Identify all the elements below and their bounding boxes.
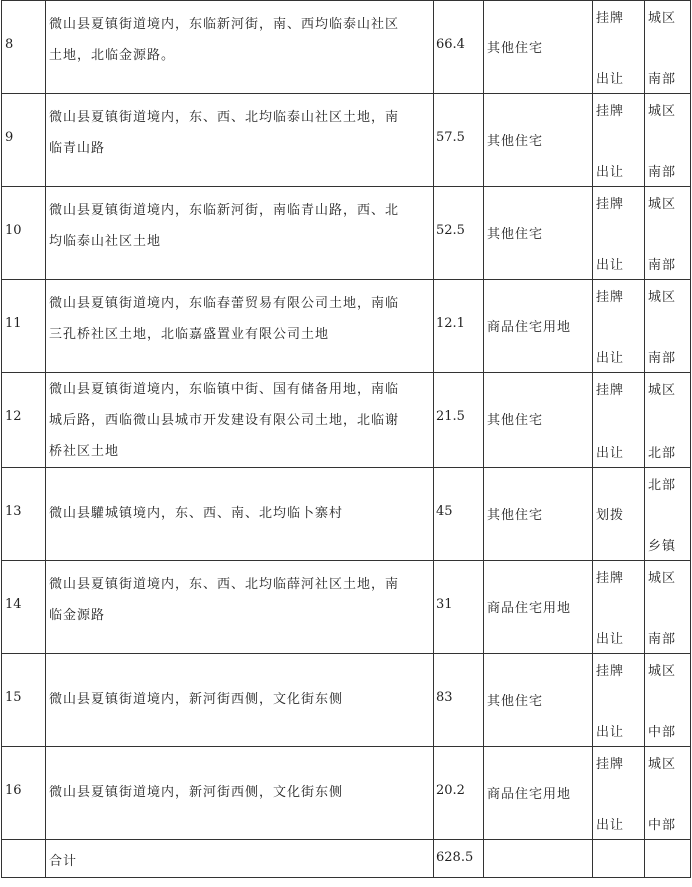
region-top: 城区 [648,383,677,398]
location-line: 微山县夏镇街道境内，东、西、北均临泰山社区土地，南 [49,110,400,125]
region-stack [648,187,688,279]
supply-method-cell [593,94,645,187]
region-cell [645,468,691,561]
region-stack [648,561,688,653]
supply-method-bottom: 出让 [596,446,625,461]
supply-method-text: 划拨 [596,508,625,523]
region-bottom: 南部 [648,632,677,647]
location-line: 微山县夏镇街道境内，东临新河街，南临青山路，西、北 [49,203,400,218]
row-number: 14 [2,561,46,654]
location-cell [46,187,434,280]
area-cell: 31 [434,561,484,654]
supply-method-cell [593,280,645,373]
region-stack [648,94,688,186]
region-cell [645,654,691,747]
supply-method-stack [596,187,636,279]
row-number: 15 [2,654,46,747]
table-row [2,654,691,747]
region-bottom: 中部 [648,818,677,833]
supply-method-stack [596,94,636,186]
supply-method-stack [596,468,636,560]
supply-method-top: 挂牌 [596,757,625,772]
region-top: 城区 [648,757,677,772]
location-cell [46,654,434,747]
area-cell: 52.5 [434,187,484,280]
supply-method-bottom: 出让 [596,351,625,366]
area-cell: 57.5 [434,94,484,187]
region-stack [648,1,688,93]
area-cell: 45 [434,468,484,561]
supply-method-cell [593,654,645,747]
region-bottom: 北部 [648,446,677,461]
land-use-cell: 其他住宅 [484,94,593,187]
location-line: 微山县夏镇街道境内，东临新河街，南、西均临泰山社区 [49,17,400,32]
supply-method-top: 挂牌 [596,664,625,679]
region-stack [648,654,688,746]
location-line: 临金源路 [49,608,106,623]
region-stack [648,747,688,839]
supply-method-top: 挂牌 [596,197,625,212]
region-cell [645,94,691,187]
land-use-cell: 其他住宅 [484,1,593,94]
land-use-cell: 商品住宅用地 [484,747,593,840]
supply-method-top: 挂牌 [596,11,625,26]
supply-method-bottom: 出让 [596,72,625,87]
area-cell: 66.4 [434,1,484,94]
total-method-cell [593,840,645,878]
location-line: 三孔桥社区土地，北临嘉盛置业有限公司土地 [49,327,330,342]
supply-method-stack [596,561,636,653]
land-use-cell: 商品住宅用地 [484,561,593,654]
table-row [2,373,691,468]
row-number: 12 [2,373,46,468]
row-number: 9 [2,94,46,187]
region-stack [648,468,688,560]
region-top: 城区 [648,11,677,26]
supply-method-cell [593,561,645,654]
table-row [2,1,691,94]
row-number: 8 [2,1,46,94]
supply-method-bottom: 出让 [596,165,625,180]
supply-method-top: 挂牌 [596,383,625,398]
land-use-cell: 其他住宅 [484,468,593,561]
total-row [2,840,691,878]
supply-method-top: 挂牌 [596,571,625,586]
location-line: 桥社区土地 [49,444,120,459]
location-line: 微山县夏镇街道境内，东临镇中街、国有储备用地，南临 [49,382,400,397]
region-cell [645,373,691,468]
location-line: 城后路，西临微山县城市开发建设有限公司土地，北临谢 [49,413,400,428]
total-label: 合计 [46,840,434,878]
supply-method-cell [593,1,645,94]
location-line: 临青山路 [49,141,106,156]
supply-method-top: 挂牌 [596,290,625,305]
location-cell [46,280,434,373]
location-line: 微山县夏镇街道境内，新河街西侧，文化街东侧 [49,692,344,707]
region-top: 城区 [648,197,677,212]
area-cell: 83 [434,654,484,747]
row-number: 10 [2,187,46,280]
supply-method-cell [593,747,645,840]
table-row [2,187,691,280]
supply-method-cell [593,187,645,280]
region-top: 城区 [648,104,677,119]
location-cell [46,747,434,840]
supply-method-top: 挂牌 [596,104,625,119]
region-top: 城区 [648,290,677,305]
table-row [2,94,691,187]
location-line: 微山县夏镇街道境内，东临春蕾贸易有限公司土地，南临 [49,296,400,311]
land-parcel-table [1,0,691,878]
region-bottom: 南部 [648,258,677,273]
supply-method-bottom: 出让 [596,258,625,273]
area-cell: 21.5 [434,373,484,468]
region-cell [645,187,691,280]
region-cell [645,280,691,373]
region-cell [645,561,691,654]
region-top: 城区 [648,571,677,586]
region-cell [645,747,691,840]
supply-method-cell [593,468,645,561]
location-line: 微山县驩城镇境内，东、西、南、北均临卜寨村 [49,506,344,521]
region-bottom: 南部 [648,72,677,87]
region-bottom: 南部 [648,165,677,180]
location-cell [46,561,434,654]
region-top: 北部 [648,478,677,493]
table-row [2,561,691,654]
total-no-cell [2,840,46,878]
supply-method-cell [593,373,645,468]
land-use-cell: 其他住宅 [484,373,593,468]
row-number: 16 [2,747,46,840]
table-row [2,280,691,373]
supply-method-bottom: 出让 [596,818,625,833]
row-number: 13 [2,468,46,561]
land-use-cell: 其他住宅 [484,187,593,280]
location-cell [46,468,434,561]
table-body [2,1,691,878]
location-line: 微山县夏镇街道境内，东、西、北均临薛河社区土地，南 [49,577,400,592]
supply-method-bottom: 出让 [596,725,625,740]
area-cell: 12.1 [434,280,484,373]
table-row [2,747,691,840]
region-bottom: 中部 [648,725,677,740]
region-bottom: 南部 [648,351,677,366]
land-use-cell: 其他住宅 [484,654,593,747]
region-bottom: 乡镇 [648,539,677,554]
total-area: 628.5 [434,840,484,878]
location-cell [46,94,434,187]
supply-method-bottom: 出让 [596,632,625,647]
location-line: 土地，北临金源路。 [49,48,176,63]
region-top: 城区 [648,664,677,679]
region-stack [648,280,688,372]
supply-method-stack [596,1,636,93]
location-cell [46,373,434,468]
region-cell [645,1,691,94]
supply-method-stack [596,373,636,467]
land-use-cell: 商品住宅用地 [484,280,593,373]
supply-method-stack [596,747,636,839]
row-number: 11 [2,280,46,373]
location-line: 均临泰山社区土地 [49,234,162,249]
supply-method-stack [596,654,636,746]
location-cell [46,1,434,94]
supply-method-stack [596,280,636,372]
table-row [2,468,691,561]
area-cell: 20.2 [434,747,484,840]
total-region-cell [645,840,691,878]
location-line: 微山县夏镇街道境内，新河街西侧，文化街东侧 [49,785,344,800]
region-stack [648,373,688,467]
total-use-cell [484,840,593,878]
